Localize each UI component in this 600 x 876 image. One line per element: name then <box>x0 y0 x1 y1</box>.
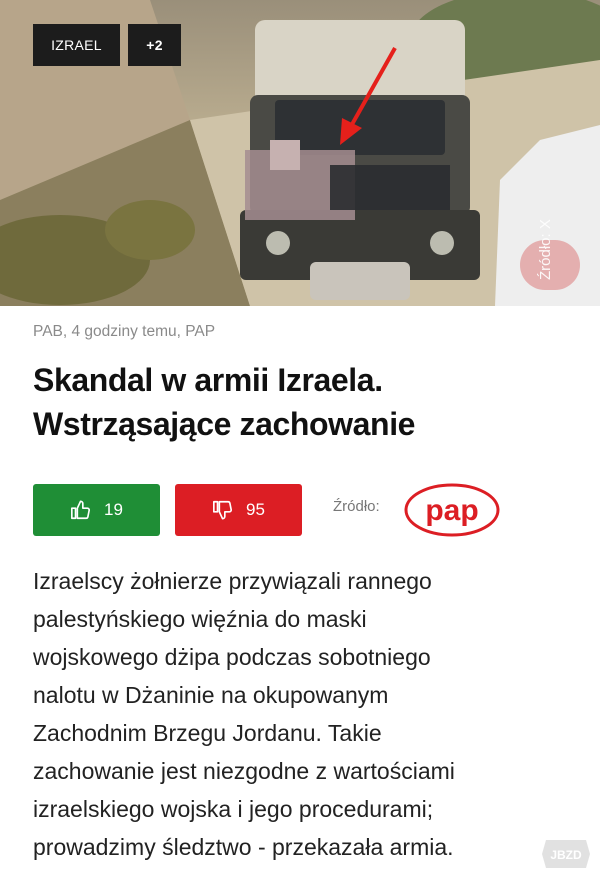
body-line: izraelskiego wojska i jego procedurami; <box>33 796 434 822</box>
like-count: 19 <box>104 500 123 519</box>
thumbs-down-icon <box>212 499 234 521</box>
body-line: palestyńskiego więźnia do maski <box>33 606 367 632</box>
thumbs-up-icon <box>70 499 92 521</box>
body-line: Izraelscy żołnierze przywiązali rannego <box>33 568 432 594</box>
like-button[interactable] <box>33 484 160 536</box>
article-lead <box>33 562 581 866</box>
body-line: prowadzimy śledztwo - przekazała armia. <box>33 834 454 860</box>
image-source-watermark: Źródło: X <box>537 219 554 280</box>
article-title <box>33 358 573 446</box>
source-label: Źródło: <box>333 498 380 515</box>
pap-logo[interactable] <box>403 482 501 538</box>
article-hero-image[interactable] <box>0 0 600 306</box>
body-line: zachowanie jest niezgodne z wartościami <box>33 758 455 784</box>
body-line: Zachodnim Brzegu Jordanu. Takie <box>33 720 382 746</box>
title-line: Wstrząsające zachowanie <box>33 406 416 442</box>
body-line: nalotu w Dżaninie na okupowanym <box>33 682 389 708</box>
body-line: wojskowego dżipa podczas sobotniego <box>33 644 431 670</box>
article-meta: PAB, 4 godziny temu, PAP <box>33 323 216 340</box>
site-watermark-badge <box>540 836 592 872</box>
more-tags-button[interactable]: +2 <box>128 24 181 66</box>
badge-text: JBZD <box>550 848 582 862</box>
dislike-count: 95 <box>246 500 265 519</box>
category-tag[interactable]: IZRAEL <box>33 24 120 66</box>
pap-logo-text: pap <box>425 494 479 527</box>
dislike-button[interactable] <box>175 484 302 536</box>
title-line: Skandal w armii Izraela. <box>33 362 383 398</box>
